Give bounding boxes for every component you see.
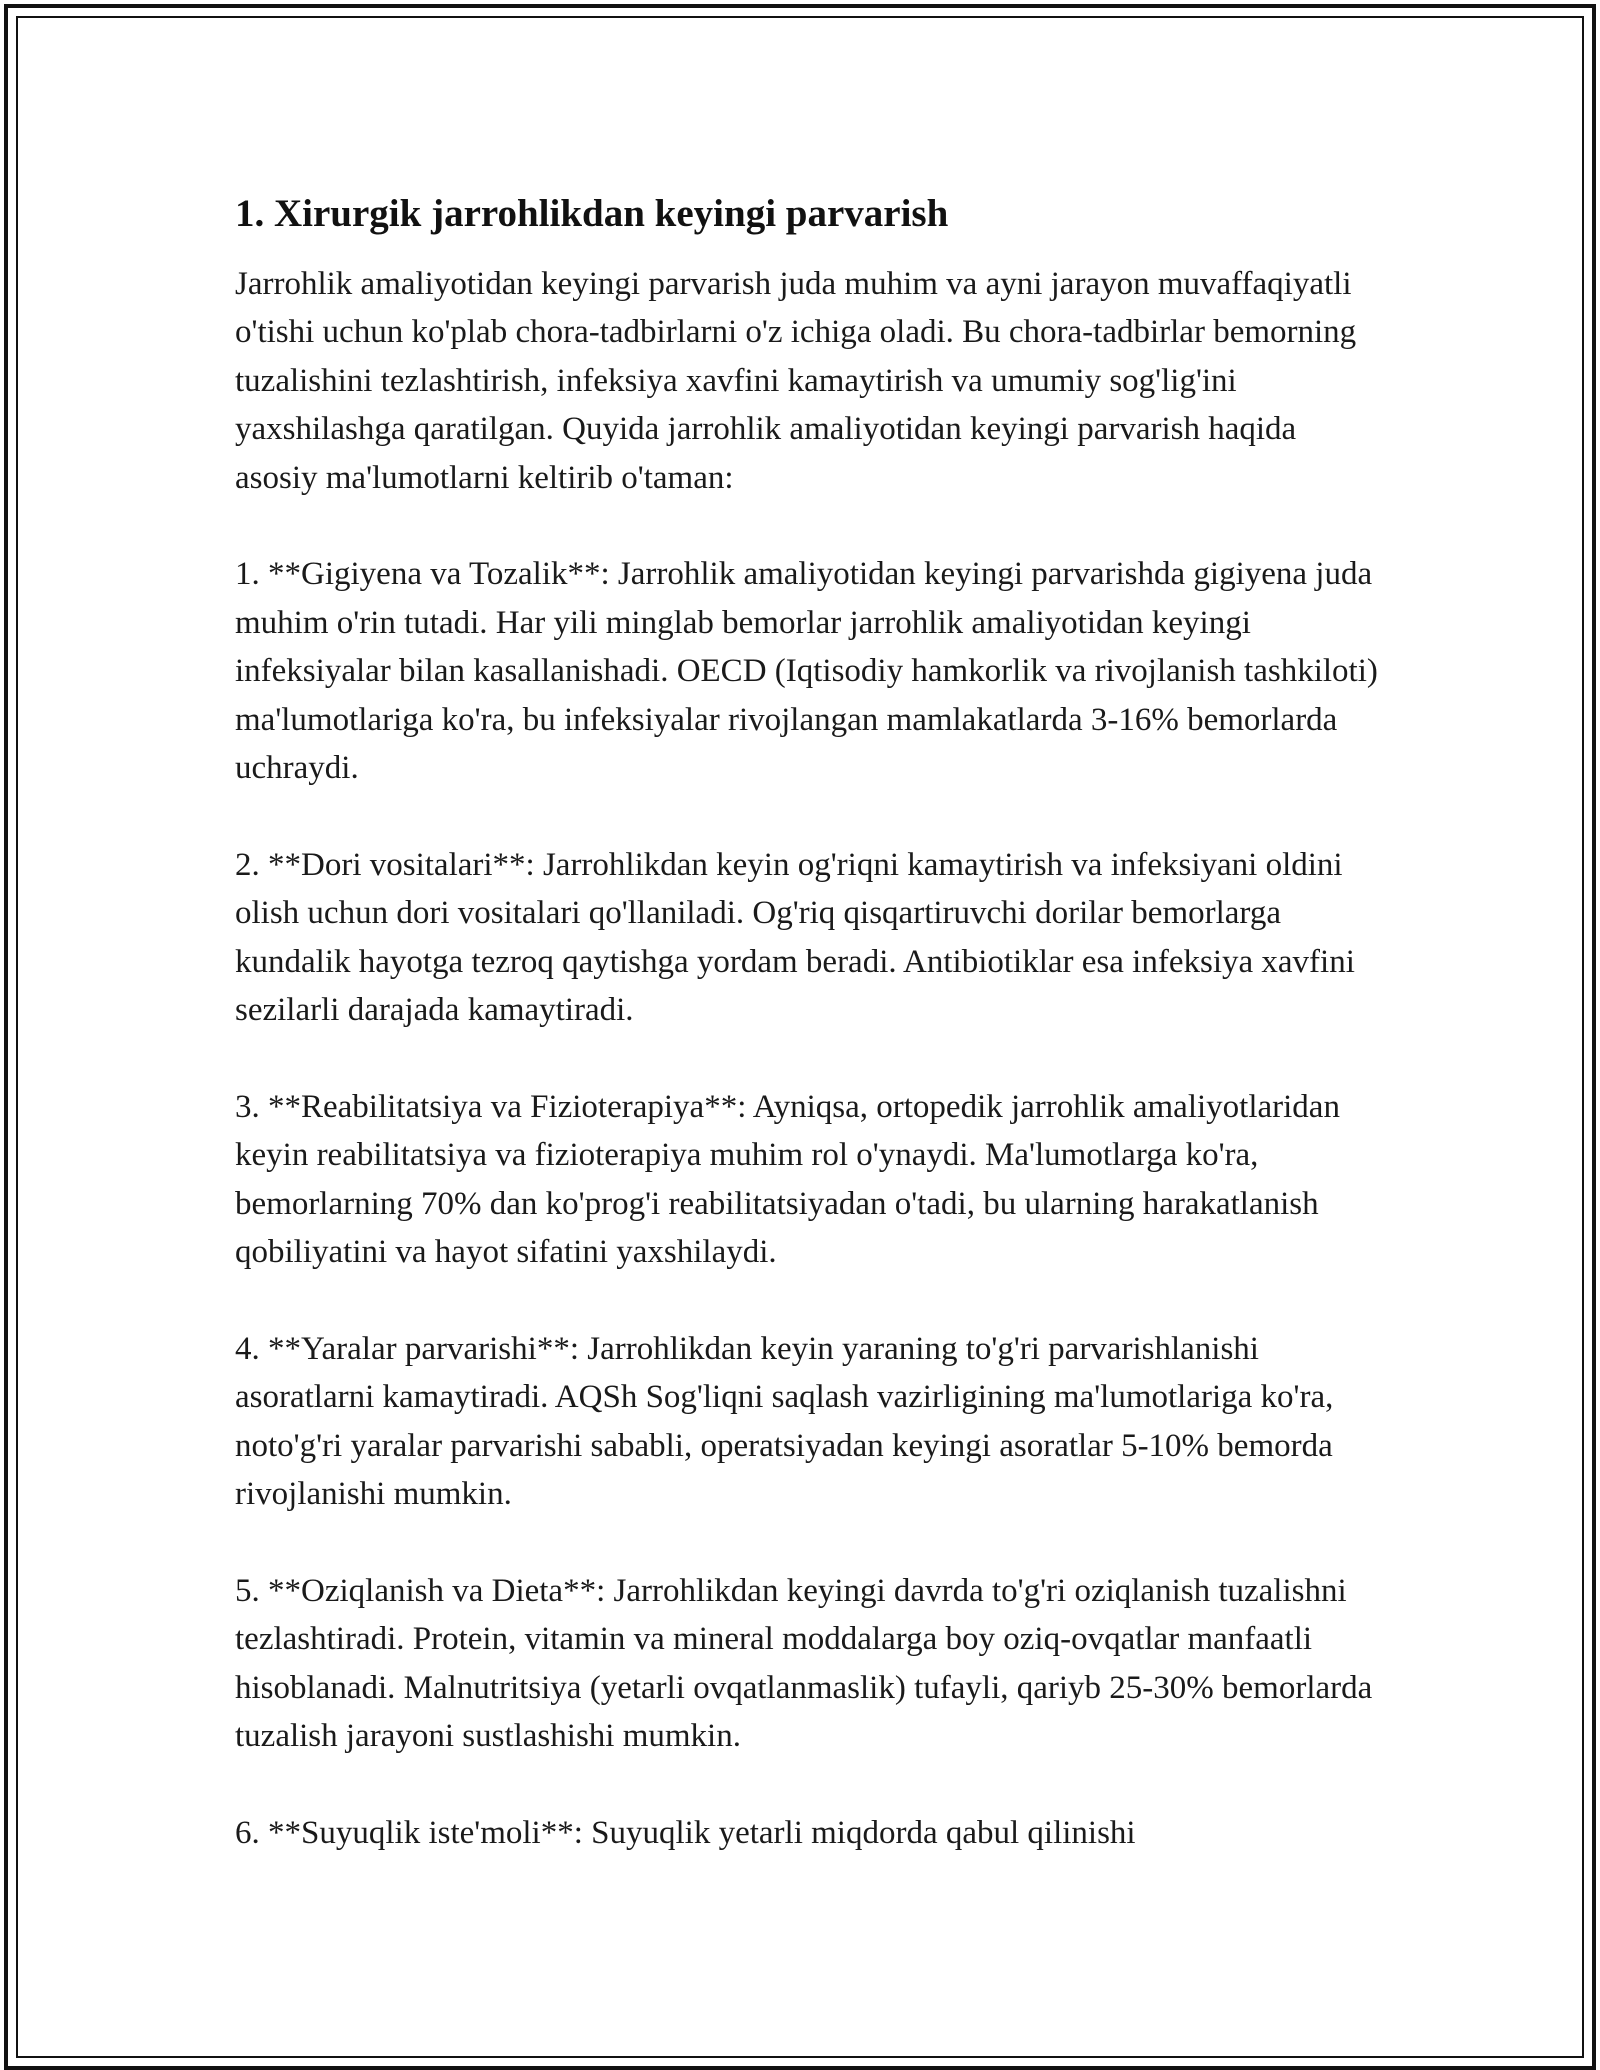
paragraph-medication: 2. **Dori vositalari**: Jarrohlikdan keyin og'riqni kamaytirish va infeksiyani oldini olish uchun dori vositalari qo'llaniladi. Og'riq qisqartiruvchi dorilar bemorlarga kundalik hayotga tezroq qaytishga yordam beradi. Antibiotiklar esa infeksiya xavfini sezilarli darajada kamaytiradi. [235, 846, 1355, 1029]
paragraph-rehabilitation: 3. **Reabilitatsiya va Fizioterapiya**: Ayniqsa, ortopedik jarrohlik amaliyotlaridan keyin reabilitatsiya va fizioterapiya muhim rol o'ynaydi. Ma'lumotlarga ko'ra, bemorlarning 70% dan ko'prog'i reabilitatsiyadan o'tadi, bu ularning harakatlanish qobiliyatini va hayot sifatini yaxshilaydi. [235, 1088, 1340, 1271]
paragraph-hygiene: 1. **Gigiyena va Tozalik**: Jarrohlik amaliyotidan keyingi parvarishda gigiyena juda muhim o'rin tutadi. Har yili minglab bemorlar jarrohlik amaliyotidan keyingi infeksiyalar bilan kasallanishadi. OECD (Iqtisodiy hamkorlik va rivojlanish tashkiloti) ma'lumotlariga ko'ra, bu infeksiyalar rivojlangan mamlakatlarda 3-16% bemorlarda uchraydi. [235, 556, 1378, 787]
paragraph-nutrition: 5. **Oziqlanish va Dieta**: Jarrohlikdan keyingi davrda to'g'ri oziqlanish tuzalishni tezlashtiradi. Protein, vitamin va mineral moddalarga boy oziq-ovqatlar manfaatli hisoblanadi. Malnutritsiya (yetarli ovqatlanmaslik) tufayli, qariyb 25-30% bemorlarda tuzalish jarayoni sustlashishi mumkin. [235, 1572, 1373, 1755]
paragraph-intro: Jarrohlik amaliyotidan keyingi parvarish juda muhim va ayni jarayon muvaffaqiyatli o'tishi uchun ko'plab chora-tadbirlarni o'z ichiga oladi. Bu chora-tadbirlar bemorning tuzalishini tezlashtirish, infeksiya xavfini kamaytirish va umumiy sog'lig'ini yaxshilashga qaratilgan. Quyida jarrohlik amaliyotidan keyingi parvarish haqida asosiy ma'lumotlarni keltirib o'taman: [235, 266, 1357, 496]
document-body [235, 188, 1385, 1857]
paragraph-fluid-intake: 6. **Suyuqlik iste'moli**: Suyuqlik yetarli miqdorda qabul qilinishi [235, 1814, 1136, 1851]
document-title: 1. Xirurgik jarrohlikdan keyingi parvarish [235, 192, 949, 235]
paragraph-wound-care: 4. **Yaralar parvarishi**: Jarrohlikdan keyin yaraning to'g'ri parvarishlanishi asoratlarni kamaytiradi. AQSh Sog'liqni saqlash vazirligining ma'lumotlariga ko'ra, noto'g'ri yaralar parvarishi sababli, operatsiyadan keyingi asoratlar 5-10% bemorda rivojlanishi mumkin. [235, 1330, 1334, 1513]
